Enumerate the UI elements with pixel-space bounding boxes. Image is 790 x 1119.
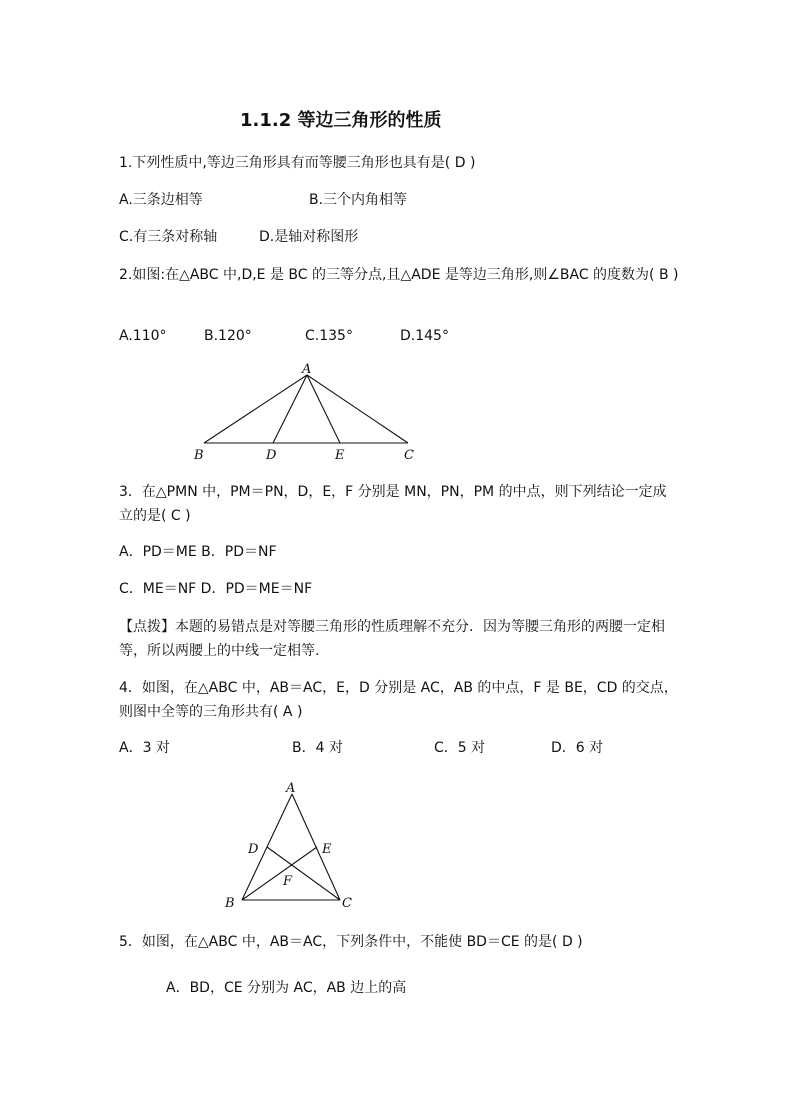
label-c: C bbox=[404, 448, 414, 463]
question-2-figure bbox=[190, 360, 422, 464]
question-4-option-b: B．4 对 bbox=[292, 740, 343, 756]
label-d: D bbox=[266, 448, 277, 463]
label-d: D bbox=[248, 842, 259, 857]
label-a: A bbox=[286, 781, 296, 796]
question-5-option-a: A．BD，CE 分别为 AC，AB 边上的高 bbox=[166, 980, 407, 996]
question-3-options-ab: A．PD＝ME B．PD＝NF bbox=[119, 544, 277, 560]
question-4-option-c: C．5 对 bbox=[434, 740, 486, 756]
question-4-stem: 4．如图，在△ABC 中，AB＝AC，E，D 分别是 AC，AB 的中点，F 是 BE，CD 的交点，则图中全等的三角形共有( A ) bbox=[119, 680, 678, 720]
question-1-option-c: C.有三条对称轴 bbox=[119, 229, 218, 245]
question-1-option-a: A.三条边相等 bbox=[119, 192, 203, 208]
question-2-stem: 2.如图:在△ABC 中,D,E 是 BC 的三等分点,且△ADE 是等边三角形,则∠BAC 的度数为( B ) bbox=[119, 267, 679, 283]
segment-ac bbox=[307, 375, 408, 443]
question-2-option-b: B.120° bbox=[204, 328, 252, 344]
question-1-option-b: B.三个内角相等 bbox=[309, 192, 408, 208]
label-f: F bbox=[283, 874, 293, 889]
segment-ae bbox=[307, 375, 340, 443]
question-3-tip: 【点拨】本题的易错点是对等腰三角形的性质理解不充分．因为等腰三角形的两腰一定相等，所以两腰上的中线一定相等. bbox=[119, 619, 665, 659]
question-3-options-cd: C．ME＝NF D．PD＝ME＝NF bbox=[119, 581, 313, 597]
label-b: B bbox=[194, 448, 204, 463]
label-c: C bbox=[342, 896, 352, 911]
label-e: E bbox=[322, 842, 332, 857]
segment-ac bbox=[292, 794, 340, 900]
label-a: A bbox=[302, 362, 312, 377]
question-4-figure bbox=[222, 776, 362, 916]
segment-ab bbox=[204, 375, 307, 443]
question-2-option-d: D.145° bbox=[400, 328, 449, 344]
question-4-option-a: A．3 对 bbox=[119, 740, 170, 756]
page-title: 1.1.2 等边三角形的性质 bbox=[240, 110, 442, 131]
question-1-option-d: D.是轴对称图形 bbox=[259, 229, 359, 245]
question-5-stem: 5．如图，在△ABC 中，AB＝AC，下列条件中，不能使 BD＝CE 的是( D ) bbox=[119, 934, 583, 950]
label-b: B bbox=[225, 896, 235, 911]
label-e: E bbox=[335, 448, 345, 463]
question-2-option-c: C.135° bbox=[305, 328, 353, 344]
segment-ad bbox=[273, 375, 307, 443]
question-3-stem: 3．在△PMN 中，PM＝PN，D，E，F 分别是 MN，PN，PM 的中点，则下列结论一定成立的是( C ) bbox=[119, 484, 667, 524]
question-2-option-a: A.110° bbox=[119, 328, 167, 344]
question-1-stem: 1.下列性质中,等边三角形具有而等腰三角形也具有是( D ) bbox=[119, 155, 476, 171]
question-4-option-d: D．6 对 bbox=[551, 740, 604, 756]
